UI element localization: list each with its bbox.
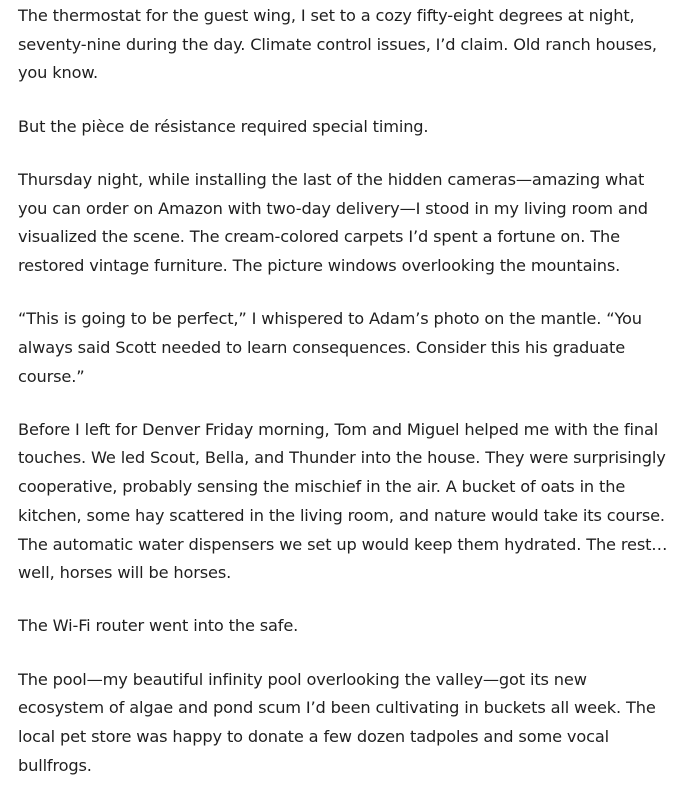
paragraph-thursday-night: Thursday night, while installing the last of the hidden cameras—amazing what you can order on Amazon with two-day delivery—I stood in my living room and visualized the scene. The cream-colored carpets I’d spent a fortune on. The restored vintage furniture. The picture windows overlooking the mountains. [18, 169, 648, 275]
paragraph-thermostat: The thermostat for the guest wing, I set to a cozy fifty-eight degrees at night, seventy-nine during the day. Climate control issues, I’d claim. Old ranch houses, you know. [18, 6, 657, 83]
paragraph-adams-photo: “This is going to be perfect,” I whispered to Adam’s photo on the mantle. “You always said Scott needed to learn consequences. Consider this his graduate course.” [18, 309, 642, 386]
paragraph-horses: Before I left for Denver Friday morning, Tom and Miguel helped me with the final touches. We led Scout, Bella, and Thunder into the house. They were surprisingly cooperative, probably sensing the mischief in the air. A bucket of oats in the kitchen, some hay scattered in the living room, and nature would take its course. The automatic water dispensers we set up would keep them hydrated. The rest… well, horses will be horses. [18, 419, 668, 583]
paragraph-piece-de-resistance: But the pièce de résistance required special timing. [18, 116, 429, 136]
paragraph-pool: The pool—my beautiful infinity pool overlooking the valley—got its new ecosystem of algae and pond scum I’d been cultivating in buckets all week. The local pet store was happy to donate a few dozen tadpoles and some vocal bullfrogs. [18, 669, 656, 775]
paragraph-wifi-router: The Wi-Fi router went into the safe. [18, 616, 299, 636]
